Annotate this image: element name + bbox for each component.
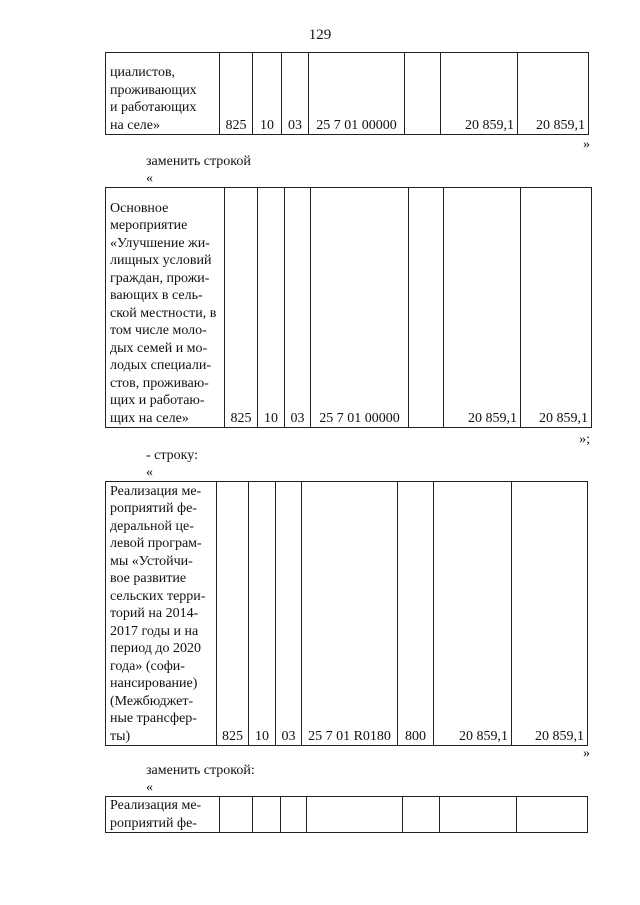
expense-type-code: 800	[398, 482, 434, 746]
section-code: 10	[249, 482, 276, 746]
closing-quote: »	[583, 137, 590, 152]
opening-quote: «	[146, 171, 153, 186]
closing-quote: »;	[579, 432, 590, 447]
item-description: Реализация ме- роприятий фе-	[106, 797, 220, 833]
item-description: Реализация ме- роприятий фе- деральной це- левой програм- мы «Устойчи- вое развитие сельских терри- торий на 2014- 2017 годы и на период до 2020 года» (софи- нансирование) (Межбюджет- ные трансфер- ты)	[106, 482, 217, 746]
table-row	[106, 797, 588, 833]
line-label: - строку:	[146, 448, 198, 463]
expense-type-code	[409, 188, 444, 428]
expense-type-code	[403, 797, 440, 833]
budget-table-2	[105, 187, 592, 428]
replace-instruction: заменить строкой:	[146, 763, 255, 778]
page-number: 129	[308, 27, 332, 43]
subsection-code: 03	[276, 482, 302, 746]
section-code: 10	[253, 53, 282, 135]
table-row	[106, 188, 592, 428]
table-row	[106, 482, 588, 746]
amount-cell	[440, 797, 517, 833]
ministry-code: 825	[217, 482, 249, 746]
subsection-code: 03	[285, 188, 311, 428]
target-article-code: 25 7 01 R0180	[302, 482, 398, 746]
amount-cell: 20 859,1	[444, 188, 521, 428]
subsection-code	[281, 797, 307, 833]
expense-type-code	[405, 53, 441, 135]
item-description: циалистов, проживающих и работающих на селе»	[106, 53, 220, 135]
amount-cell: 20 859,1	[521, 188, 592, 428]
ministry-code: 825	[225, 188, 258, 428]
target-article-code: 25 7 01 00000	[309, 53, 405, 135]
opening-quote: «	[146, 780, 153, 795]
opening-quote: «	[146, 465, 153, 480]
closing-quote: »	[583, 746, 590, 761]
section-code: 10	[258, 188, 285, 428]
section-code	[253, 797, 281, 833]
budget-table-1	[105, 52, 589, 135]
ministry-code: 825	[220, 53, 253, 135]
amount-cell: 20 859,1	[518, 53, 589, 135]
amount-cell: 20 859,1	[434, 482, 512, 746]
target-article-code: 25 7 01 00000	[311, 188, 409, 428]
budget-table-3	[105, 481, 588, 746]
amount-cell: 20 859,1	[441, 53, 518, 135]
amount-cell: 20 859,1	[512, 482, 588, 746]
item-description: Основное мероприятие «Улучшение жи- лищных условий граждан, прожи- вающих в сель- ской местности, в том числе моло- дых семей и мо- лодых специали- стов, проживаю- щих и работаю- щих на селе»	[106, 188, 225, 428]
table-row	[106, 53, 589, 135]
replace-instruction: заменить строкой	[146, 154, 251, 169]
amount-cell	[517, 797, 588, 833]
ministry-code	[220, 797, 253, 833]
target-article-code	[307, 797, 403, 833]
subsection-code: 03	[282, 53, 309, 135]
budget-table-4	[105, 796, 588, 833]
